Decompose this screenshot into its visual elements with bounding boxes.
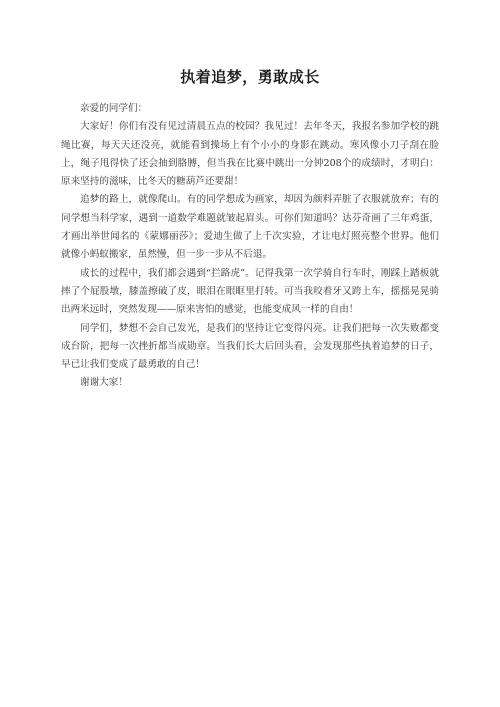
greeting-line: 亲爱的同学们： bbox=[80, 103, 148, 114]
paragraph-1: 大家好！你们有没有见过清晨五点的校园？我见过！去年冬天，我报名参加学校的跳绳比赛，每天天还没亮，就能看到操场上有个小小的身影在跳动。寒风像小刀子刮在脸上，绳子甩得快了还会抽到胳膊，但当我在比赛中跳出一分钟208个的成绩时，才明白：原来坚持的滋味，比冬天的糖葫芦还要甜！ bbox=[61, 121, 439, 188]
paragraph-2: 追梦的路上，就像爬山。有的同学想成为画家，却因为颜料弄脏了衣服就放弃；有的同学想当科学家，遇到一道数学难题就皱起眉头。可你们知道吗？达芬奇画了三年鸡蛋，才画出举世闻名的《蒙娜丽莎》；爱迪生做了上千次实验，才让电灯照亮整个世界。他们就像小蚂蚁搬家，虽然慢，但一步一步从不后退。 bbox=[61, 194, 439, 261]
closing-line: 谢谢大家！ bbox=[80, 377, 128, 389]
paragraph-3: 成长的过程中，我们都会遇到“拦路虎”。记得我第一次学骑自行车时，刚踩上踏板就摔了个屁股墩，膝盖擦破了皮，眼泪在眼眶里打转。可当我咬着牙又跨上车，摇摇晃晃骑出两米远时，突然发现——原来害怕的感觉，也能变成风一样的自由！ bbox=[61, 267, 439, 316]
document-body bbox=[61, 100, 439, 393]
paragraph-4: 同学们，梦想不会自己发光，是我们的坚持让它变得闪亮。让我们把每一次失败都变成台阶，把每一次挫折都当成勋章。当我们长大后回头看，会发现那些执着追梦的日子，早已让我们变成了最勇敢的自己！ bbox=[61, 322, 439, 371]
document-title: 执着追梦，勇敢成长 bbox=[180, 68, 320, 86]
